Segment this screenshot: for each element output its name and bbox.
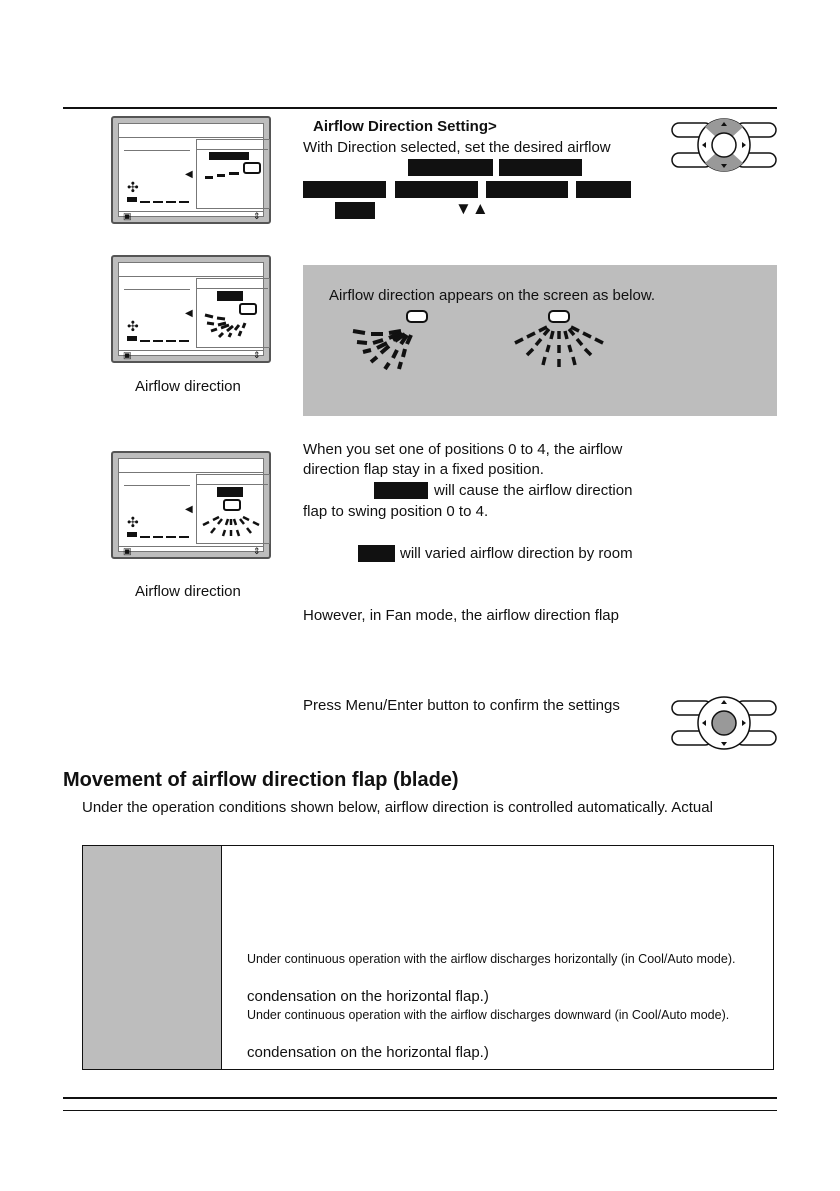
table-row-2-cont: condensation on the horizontal flap.) bbox=[247, 1044, 489, 1061]
paragraph-1-line-1: When you set one of positions 0 to 4, the airflow bbox=[303, 441, 623, 458]
paragraph-2-line-1: will varied airflow direction by room bbox=[400, 545, 633, 562]
paragraph-1-line-3: will cause the airflow direction bbox=[434, 482, 633, 499]
remote-menu-enter-button bbox=[670, 695, 778, 753]
redacted-bar bbox=[576, 181, 631, 198]
redacted-bar bbox=[358, 545, 395, 562]
fan-icon: ✣ bbox=[127, 318, 139, 334]
airflow-swing-diagram bbox=[351, 309, 441, 371]
paragraph-1-line-2: direction flap stay in a fixed position. bbox=[303, 461, 544, 478]
remote-dpad-updown bbox=[670, 117, 778, 175]
table-row-2: Under continuous operation with the airflow discharges downward (in Cool/Auto mode). bbox=[247, 1008, 730, 1022]
fan-icon: ✣ bbox=[127, 514, 139, 530]
caption-airflow-direction-1: Airflow direction bbox=[135, 378, 241, 395]
up-down-arrows: ▼▲ bbox=[455, 199, 489, 218]
redacted-bar bbox=[335, 202, 375, 219]
paragraph-1-line-4: flap to swing position 0 to 4. bbox=[303, 503, 489, 520]
note-text: Airflow direction appears on the screen as below. bbox=[329, 287, 656, 304]
lcd-screen-3: ◀ ✣ ▣ ⇕ bbox=[111, 451, 271, 559]
lcd-screen-1: ◀ ✣ ▣ ⇕ bbox=[111, 116, 271, 224]
caption-airflow-direction-2: Airflow direction bbox=[135, 583, 241, 600]
bottom-rule-thin bbox=[63, 1110, 777, 1111]
note-box bbox=[303, 265, 777, 416]
table-row-1-cont: condensation on the horizontal flap.) bbox=[247, 988, 489, 1005]
table-label-column bbox=[83, 846, 222, 1069]
redacted-bar bbox=[303, 181, 386, 198]
redacted-bar bbox=[499, 159, 582, 176]
setting-title: Airflow Direction Setting> bbox=[313, 118, 497, 135]
table-row-1: Under continuous operation with the airflow discharges horizontally (in Cool/Auto mode). bbox=[247, 952, 736, 966]
operation-conditions-table bbox=[82, 845, 774, 1070]
airflow-fixed-diagram bbox=[513, 309, 605, 369]
redacted-bar bbox=[486, 181, 568, 198]
bottom-rule-thick bbox=[63, 1097, 777, 1099]
movement-intro: Under the operation conditions shown below, airflow direction is controlled automatically. Actual bbox=[82, 799, 713, 816]
lcd-screen-2: ◀ ✣ ▣ ⇕ bbox=[111, 255, 271, 363]
confirm-instruction: Press Menu/Enter button to confirm the settings bbox=[303, 697, 620, 714]
top-rule bbox=[63, 107, 777, 109]
redacted-bar bbox=[408, 159, 493, 176]
redacted-bar bbox=[395, 181, 478, 198]
movement-heading: Movement of airflow direction flap (blade) bbox=[63, 769, 459, 791]
paragraph-3-line-1: However, in Fan mode, the airflow direction flap bbox=[303, 607, 619, 624]
instruction-line-1: With Direction selected, set the desired airflow bbox=[303, 139, 611, 156]
fan-icon: ✣ bbox=[127, 179, 139, 195]
redacted-bar bbox=[374, 482, 428, 499]
